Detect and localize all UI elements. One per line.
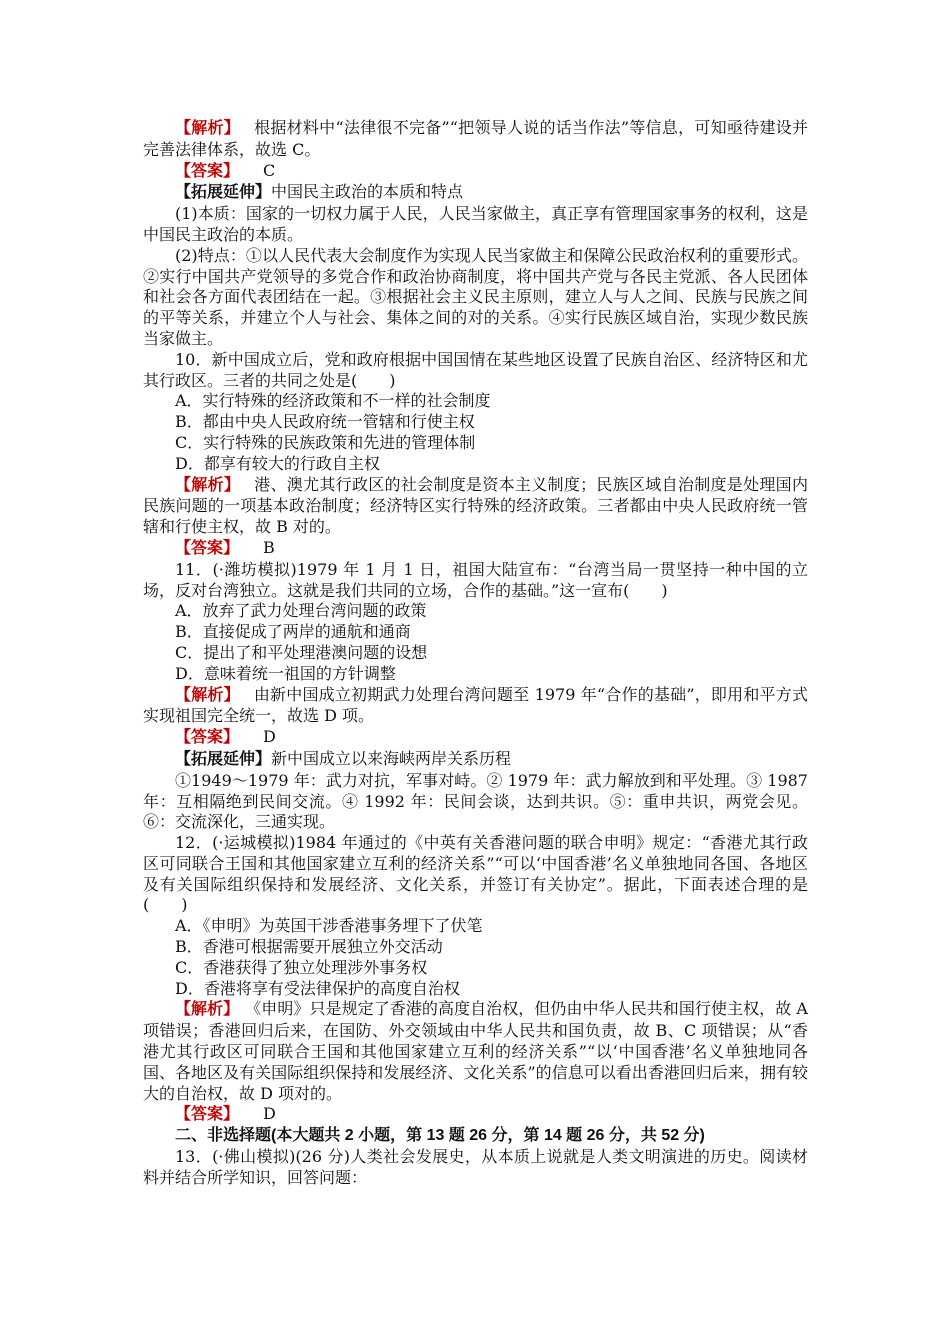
body-paragraph: 10．新中国成立后，党和政府根据中国国情在某些地区设置了民族自治区、经济特区和尤其行政区。三者的共同之处是( ) — [143, 349, 808, 390]
answer-option: A．实行特殊的经济政策和不一样的社会制度 — [175, 391, 491, 411]
answer-tag: 【答案】 — [175, 162, 240, 180]
extension-tag: 【拓展延伸】 — [175, 750, 272, 768]
answer-option: B．直接促成了两岸的通航和通商 — [175, 622, 411, 642]
answer-tag: 【答案】 — [175, 1106, 240, 1124]
analysis-paragraph — [143, 118, 808, 161]
answer-line — [143, 1104, 808, 1126]
answer-tag: 【答案】 — [175, 539, 240, 557]
body-paragraph: (2)特点：①以人民代表大会制度作为实现人民当家做主和保障公民政治权利的重要形式。②实行中国共产党领导的多党合作和政治协商制度，将中国共产党与各民主党派、各人民团体和社会各方面代表团结在一起。③根据社会主义民主原则，建立人与人之间、民族与民族之间的平等关系，并建立个人与社会、集体之间的对的关系。④实行民族区域自治，实现少数民族当家做主。 — [143, 245, 808, 348]
analysis-paragraph — [143, 999, 808, 1104]
answer-value: B — [263, 537, 275, 557]
answer-option: B．香港可根据需要开展独立外交活动 — [175, 937, 443, 957]
extension-heading — [143, 749, 808, 771]
section-heading: 二、非选择题(本大题共 2 小题，第 13 题 26 分，第 14 题 26 分，共 52 分) — [175, 1127, 705, 1145]
body-paragraph: 11．(·潍坊模拟)1979 年 1 月 1 日，祖国大陆宣布：“台湾当局一贯坚持一种中国的立场，反对台湾独立。这就是我们共同的立场，合作的基础。”这一宣布( ) — [143, 559, 808, 600]
body-paragraph: (1)本质：国家的一切权力属于人民，人民当家做主，真正享有管理国家事务的权利，这是中国民主政治的本质。 — [143, 204, 808, 244]
body-paragraph: ①1949～1979 年：武力对抗，军事对峙。② 1979 年：武力解放到和平处理。③ 1987 年：互相隔绝到民间交流。④ 1992 年：民间会谈，达到共识。⑤：重申共识，两党会见。⑥：交流深化，三通实现。 — [143, 770, 808, 832]
analysis-text: 由新中国成立初期武力处理台湾问题至 1979 年“合作的基础”，即用和平方式实现祖国完全统一，故选 D 项。 — [143, 684, 808, 726]
extension-title: 新中国成立以来海峡两岸关系历程 — [271, 748, 512, 768]
answer-line — [143, 727, 808, 749]
answer-option: D．意味着统一祖国的方针调整 — [175, 663, 396, 683]
answer-option: A．《申明》为英国干涉香港事务埋下了伏笔 — [175, 916, 483, 936]
answer-option: C．提出了和平处理港澳问题的设想 — [175, 642, 428, 662]
answer-option: A．放弃了武力处理台湾问题的政策 — [175, 601, 427, 621]
answer-option: B．都由中央人民政府统一管辖和行使主权 — [175, 412, 475, 432]
answer-line — [143, 161, 808, 183]
answer-tag: 【答案】 — [175, 729, 240, 747]
answer-value: D — [263, 1104, 276, 1124]
analysis-tag: 【解析】 — [175, 686, 240, 704]
analysis-tag: 【解析】 — [175, 476, 241, 494]
body-paragraph: 13．(·佛山模拟)(26 分)人类社会发展史，从本质上说就是人类文明演进的历史。阅读材料并结合所学知识，回答问题： — [143, 1147, 808, 1187]
extension-tag: 【拓展延伸】 — [175, 184, 272, 202]
analysis-tag: 【解析】 — [175, 1001, 240, 1019]
answer-value: D — [263, 727, 276, 747]
answer-option: C．实行特殊的民族政策和先进的管理体制 — [175, 432, 476, 452]
answer-option: D．都享有较大的行政自主权 — [175, 453, 380, 473]
extension-title: 中国民主政治的本质和特点 — [271, 182, 464, 202]
answer-line — [143, 538, 808, 560]
answer-option: C．香港获得了独立处理涉外事务权 — [175, 957, 428, 977]
analysis-paragraph — [143, 685, 808, 728]
analysis-tag: 【解析】 — [175, 120, 241, 137]
extension-heading — [143, 182, 808, 204]
document-page — [143, 118, 808, 1189]
analysis-text: 《申明》只是规定了香港的高度自治权，但仍由中华人民共和国行使主权，故 A 项错误；香港回归后来，在国防、外交领域由中华人民共和国负责，故 B、C 项错误；从“香港尤其行政区可同联合王国和其他国家建立互利的经济关系”“以‘中国香港’名义单独地同各国、各地区及有关国际组织保持和发展经济、文化关系”的信息可以看出香港回归后来，拥有较大的自治权，故 D 项对的。 — [143, 999, 808, 1103]
answer-option: D．香港将享有受法律保护的高度自治权 — [175, 978, 460, 998]
analysis-text: 根据材料中“法律很不完备”“把领导人说的话当作法”等信息，可知亟待建设并完善法律体系，故选 C。 — [143, 118, 808, 159]
analysis-text: 港、澳尤其行政区的社会制度是资本主义制度；民族区域自治制度是处理国内民族问题的一项基本政治制度；经济特区实行特殊的经济政策。三者都由中央人民政府统一管辖和行使主权，故 B 对的。 — [143, 474, 808, 537]
answer-value: C — [263, 160, 276, 180]
analysis-paragraph — [143, 475, 808, 538]
body-paragraph: 12．(·运城模拟)1984 年通过的《中英有关香港问题的联合申明》规定：“香港尤其行政区可同联合王国和其他国家建立互利的经济关系”“可以‘中国香港’名义单独地同各国、各地区及有关国际组织保持和发展经济、文化关系，并签订有关协定”。据此，下面表述合理的是( ) — [143, 833, 808, 915]
